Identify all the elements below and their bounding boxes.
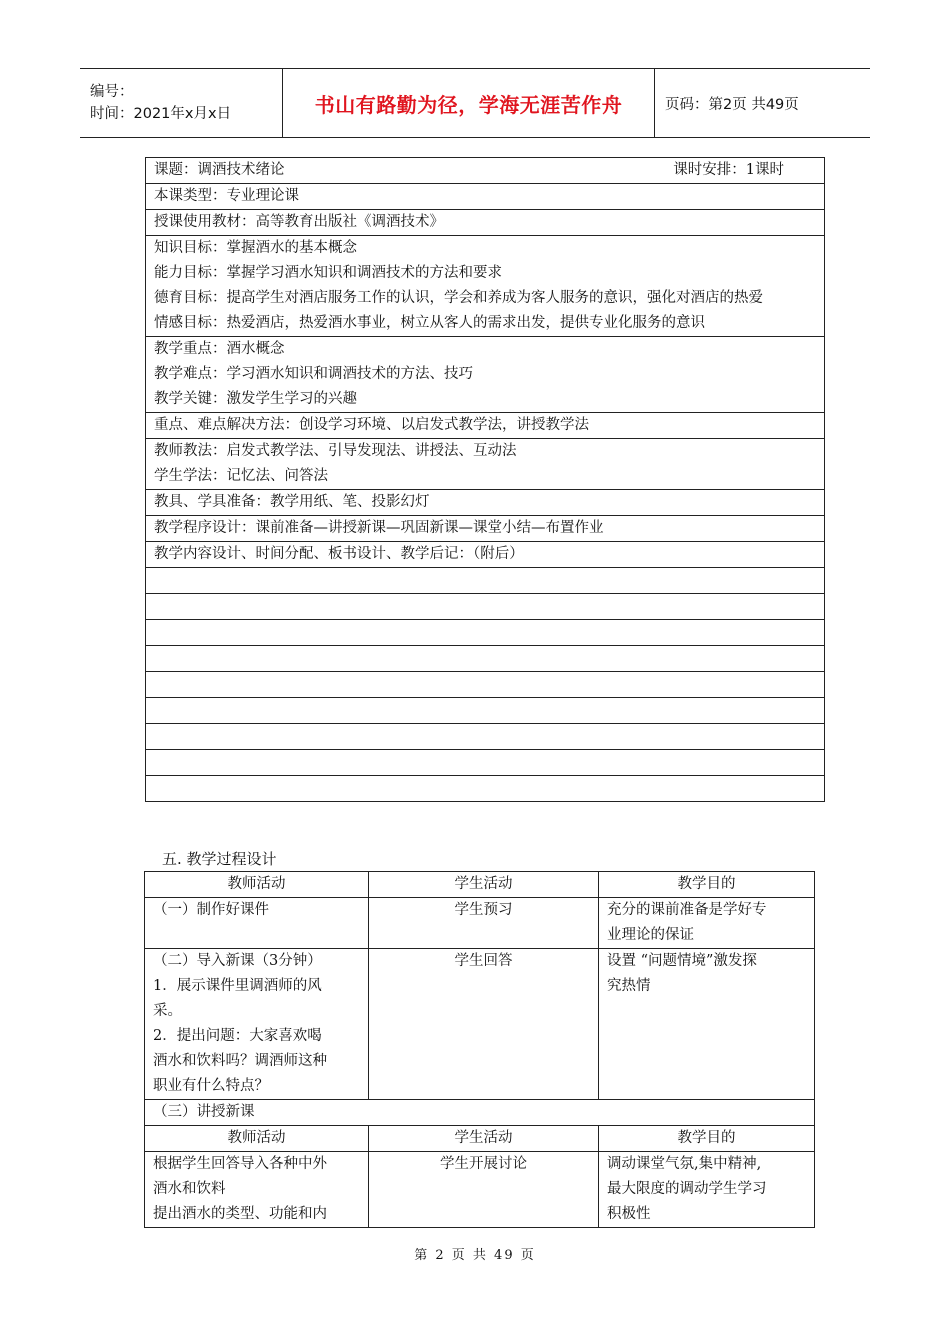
blank-row [146,593,824,619]
cell-text: （二）导入新课（3分钟） [153,953,322,969]
plan-text: 教师教法：启发式教学法、引导发现法、讲授法、互动法 [154,443,517,459]
page-footer: 第 2 页 共 49 页 [414,1248,536,1263]
table-row [145,898,815,949]
plan-row [146,541,824,567]
cell-text: 提出酒水的类型、功能和内 [153,1206,327,1222]
blank-row [146,567,824,593]
cell-text: 最大限度的调动学生学习 [607,1181,767,1197]
plan-row-topic [146,158,824,183]
cell-text: 设置 “问题情境”激发探 [607,953,757,969]
time-label: 时间：2021年x月x日 [90,106,232,122]
cell-text: （一）制作好课件 [153,902,269,918]
blank-row [146,697,824,723]
blank-row [146,723,824,749]
plan-row-objectives [146,235,824,336]
plan-text: 知识目标：掌握酒水的基本概念 [154,240,357,256]
code-label: 编号： [90,84,134,100]
plan-text: 教学关键：激发学生学习的兴趣 [154,391,357,407]
plan-text: 能力目标：掌握学习酒水知识和调酒技术的方法和要求 [154,265,502,281]
header-teacher: 教师活动 [145,872,369,898]
hours-text: 课时安排：1课时 [673,162,784,178]
header-purpose: 教学目的 [599,1126,815,1152]
cell-text: 积极性 [607,1206,651,1222]
cell-text: 2．提出问题：大家喜欢喝 [153,1028,322,1044]
plan-row [146,489,824,515]
blank-row [146,775,824,801]
blank-row [146,749,824,775]
plan-text: 本课类型：专业理论课 [154,188,299,204]
purpose-cell [599,1152,815,1228]
section-title: 五. 教学过程设计 [162,850,277,868]
cell-text: 酒水和饮料吗？调酒师这种 [153,1053,327,1069]
student-cell: 学生回答 [369,949,599,1100]
header-page-label: 页码：第2页 共49页 [665,96,799,113]
cell-text: 调动课堂气氛,集中精神, [607,1156,762,1172]
table-row [145,949,815,1100]
topic-text: 课题：调酒技术绪论 [154,162,285,178]
plan-row [146,209,824,235]
blank-row [146,645,824,671]
header-teacher: 教师活动 [145,1126,369,1152]
plan-row-methods [146,438,824,489]
plan-row [146,515,824,541]
cell-text: 充分的课前准备是学好专 [607,902,767,918]
table-row [145,1152,815,1228]
purpose-cell [599,949,815,1100]
plan-text: 教学难点：学习酒水知识和调酒技术的方法、技巧 [154,366,473,382]
teacher-cell [145,1152,369,1228]
plan-row [146,412,824,438]
student-cell: 学生预习 [369,898,599,949]
cell-text: 究热情 [607,978,651,994]
blank-row [146,671,824,697]
section-row: （三）讲授新课 [145,1100,815,1126]
plan-text: 情感目标：热爱酒店，热爱酒水事业，树立从客人的需求出发，提供专业化服务的意识 [154,315,705,331]
plan-text: 学生学法：记忆法、问答法 [154,468,328,484]
blank-row [146,619,824,645]
plan-row [146,183,824,209]
teacher-cell [145,949,369,1100]
teaching-process-table [144,871,815,1228]
header-left-cell [80,69,283,137]
plan-text: 授课使用教材：高等教育出版社《调酒技术》 [154,214,444,230]
student-cell: 学生开展讨论 [369,1152,599,1228]
cell-text: 酒水和饮料 [153,1181,226,1197]
plan-text: 教具、学具准备：教学用纸、笔、投影幻灯 [154,494,430,510]
plan-row-key-points [146,336,824,412]
purpose-cell [599,898,815,949]
header-student: 学生活动 [369,1126,599,1152]
cell-text: 职业有什么特点？ [153,1078,269,1094]
plan-text: 教学程序设计：课前准备—讲授新课—巩固新课—课堂小结—布置作业 [154,520,604,536]
header-student: 学生活动 [369,872,599,898]
plan-text: 教学重点：酒水概念 [154,341,285,357]
plan-text: 教学内容设计、时间分配、板书设计、教学后记：（附后） [154,546,524,562]
header-motto: 书山有路勤为径，学海无涯苦作舟 [283,69,655,137]
cell-text: 采。 [153,1003,182,1019]
table-row [145,1100,815,1126]
header-purpose: 教学目的 [599,872,815,898]
cell-text: 根据学生回答导入各种中外 [153,1156,327,1172]
plan-text: 德育目标：提高学生对酒店服务工作的认识，学会和养成为客人服务的意识，强化对酒店的热爱 [154,290,763,306]
cell-text: 业理论的保证 [607,927,694,943]
table-header-row [145,872,815,898]
page-header [80,68,870,138]
plan-text: 重点、难点解决方法：创设学习环境、以启发式教学法，讲授教学法 [154,417,589,433]
teacher-cell [145,898,369,949]
lesson-plan-table [145,157,825,802]
table-header-row [145,1126,815,1152]
cell-text: 1．展示课件里调酒师的风 [153,978,322,994]
